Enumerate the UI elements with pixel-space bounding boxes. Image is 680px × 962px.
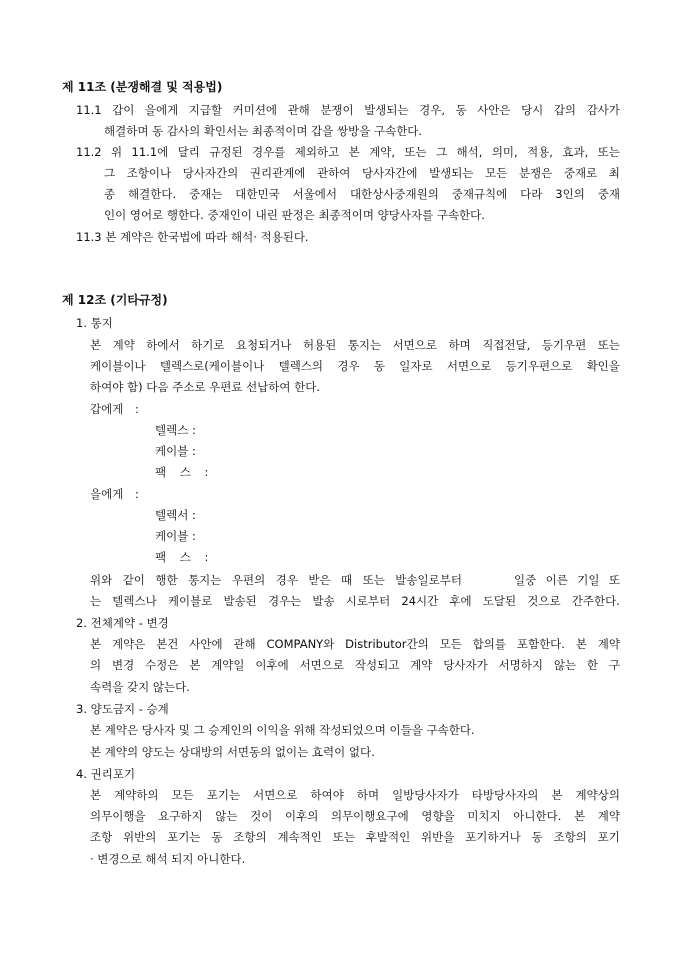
- section-2-line-2: [90, 658, 620, 672]
- word: 이른: [545, 573, 568, 587]
- word: 관해: [233, 637, 256, 651]
- party-a-label: 갑에게 :: [90, 402, 139, 416]
- word: 사안은: [477, 103, 511, 117]
- word: 이후에: [255, 658, 289, 672]
- word: 의: [90, 658, 102, 672]
- word: 텔렉스로(케이블이나: [159, 359, 265, 373]
- word: 후에: [449, 594, 472, 608]
- word: 계약,: [369, 145, 395, 159]
- word: 기일: [577, 573, 600, 587]
- word: 당사자간의: [182, 166, 239, 180]
- word: 계약일: [211, 658, 245, 672]
- word: 하여야: [310, 788, 344, 802]
- word: 등기우편으로: [505, 359, 573, 373]
- word: 권리관계에: [249, 166, 306, 180]
- section-1-line-2: [90, 359, 620, 373]
- word: 텔렉스의: [278, 359, 324, 373]
- word: 중재규칙에: [451, 187, 508, 201]
- word: 동: [531, 830, 543, 844]
- word: 그: [436, 145, 448, 159]
- word: 같이: [122, 573, 145, 587]
- word: 당사자가: [443, 658, 488, 672]
- word: 효과,: [562, 145, 589, 159]
- word: 대한상사중재원의: [349, 187, 439, 201]
- word: 요청되거나: [235, 338, 292, 352]
- word: 는: [90, 594, 102, 608]
- word: 중재: [597, 187, 620, 201]
- section-3-line-1: 본 계약은 당사자 및 그 승계인의 이익을 위해 작성되었으며 이들을 구속한다.: [90, 723, 475, 737]
- word: 하기로: [191, 338, 225, 352]
- word: 관하여: [317, 166, 351, 180]
- word: 중재로: [563, 166, 598, 180]
- word: 또는: [404, 145, 427, 159]
- clause-11-1-line-2: 해결하며 동 감사의 확인서는 최종적이며 갑을 쌍방을 구속한다.: [104, 124, 423, 138]
- section-2-title: 2. 전체계약 - 변경: [76, 616, 169, 630]
- word: 분쟁은: [518, 166, 553, 180]
- section-4-line-2: [90, 809, 620, 823]
- word: 위반을: [421, 830, 455, 844]
- word: 본: [575, 637, 587, 651]
- party-b-cable: 케이블 :: [155, 529, 196, 543]
- word: 서면으로: [446, 359, 492, 373]
- word: 하에서: [146, 338, 180, 352]
- word: 조항이나: [126, 166, 172, 180]
- article-11-heading: 제 11조 (분쟁해결 및 적용법): [62, 80, 223, 94]
- word: 본: [189, 658, 201, 672]
- word: 갑이: [112, 103, 135, 117]
- word: 동: [211, 830, 223, 844]
- word: 수정은: [145, 658, 179, 672]
- word: 것으로: [527, 594, 561, 608]
- word: 24시간: [401, 594, 439, 608]
- word: 합의를: [472, 637, 506, 651]
- party-a-cable: 케이블 :: [155, 444, 196, 458]
- word: 의무이행을: [90, 809, 146, 823]
- article-12-heading: 제 12조 (기타규정): [62, 293, 168, 307]
- word: 않는: [215, 809, 238, 823]
- word: 모든: [439, 637, 462, 651]
- word: 위와: [90, 573, 113, 587]
- section-1-line-4a: [90, 573, 462, 587]
- word: 타방당사자의: [471, 788, 539, 802]
- word: 규정된: [209, 145, 243, 159]
- clause-11-1-line-1: [76, 103, 620, 117]
- word: 조항의: [553, 830, 587, 844]
- word: 서면으로: [299, 658, 345, 672]
- word: 그: [104, 166, 116, 180]
- word: 때: [341, 573, 353, 587]
- clause-11-2-line-4: 인이 영어로 행한다. 중재인이 내린 판정은 최종적이며 양당사자를 구속한다.: [104, 208, 485, 222]
- word: 위반의: [123, 830, 157, 844]
- word: 본: [348, 145, 360, 159]
- word: 통지는: [347, 338, 382, 352]
- word: 11.2: [76, 145, 102, 159]
- word: 조항: [90, 830, 113, 844]
- word: 계약: [112, 338, 135, 352]
- word: 해석,: [456, 145, 483, 159]
- word: 서면으로: [392, 338, 438, 352]
- word: 아니한다.: [513, 809, 562, 823]
- word: 최: [608, 166, 620, 180]
- word: 계약: [597, 637, 620, 651]
- word: 구: [608, 658, 620, 672]
- word: 경우,: [419, 103, 446, 117]
- word: 종: [104, 187, 116, 201]
- word: 하며: [448, 338, 471, 352]
- word: 미치지: [467, 809, 501, 823]
- word: 서울에서: [292, 187, 338, 201]
- word: 또는: [597, 338, 620, 352]
- word: 본: [90, 637, 102, 651]
- word: 포함한다.: [516, 637, 565, 651]
- word: 계약상의: [575, 788, 620, 802]
- word: 계약: [410, 658, 433, 672]
- section-1-line-1: [90, 338, 620, 352]
- word: 을에게: [144, 103, 179, 117]
- word: 이후의: [284, 809, 319, 823]
- word: 당시: [521, 103, 544, 117]
- word: 본: [551, 788, 563, 802]
- word: 케이블이나: [90, 359, 146, 373]
- word: 경우: [275, 573, 298, 587]
- word: 계속적인: [277, 830, 322, 844]
- word: 것이: [250, 809, 273, 823]
- word: 행한: [155, 573, 178, 587]
- word: 관해: [287, 103, 310, 117]
- section-3-title: 3. 양도금지 - 승계: [76, 702, 169, 716]
- section-4-line-4: · 변경으로 해석 되지 아니한다.: [90, 852, 246, 866]
- party-a-fax: 팩 스 :: [155, 465, 209, 479]
- word: 허용된: [302, 338, 337, 352]
- word: 본: [90, 338, 102, 352]
- word: 발송된: [223, 594, 257, 608]
- word: 발송일로부터: [395, 573, 462, 587]
- word: 지급할: [188, 103, 223, 117]
- word: COMPANY와: [266, 637, 335, 651]
- word: 작성되고: [354, 658, 400, 672]
- section-4-line-1: [90, 788, 620, 802]
- word: 감사가: [586, 103, 620, 117]
- word: 위: [111, 145, 123, 159]
- word: 경우: [337, 359, 360, 373]
- word: 또는: [332, 830, 355, 844]
- word: 해결한다.: [128, 187, 177, 201]
- word: 커미션에: [232, 103, 278, 117]
- word: 또: [608, 573, 620, 587]
- word: 대한민국: [235, 187, 280, 201]
- section-3-line-2: 본 계약의 양도는 상대방의 서면동의 없이는 효력이 없다.: [90, 745, 375, 759]
- word: 의미,: [491, 145, 518, 159]
- word: 모든: [485, 166, 508, 180]
- word: 동: [455, 103, 467, 117]
- word: 시로부터: [345, 594, 391, 608]
- section-4-title: 4. 권리포기: [76, 767, 136, 781]
- word: 3인의: [555, 187, 585, 201]
- party-b-fax: 팩 스 :: [155, 550, 209, 564]
- word: 발생되는: [364, 103, 409, 117]
- clause-11-2-line-3: [104, 187, 620, 201]
- clause-11-2-line-1: [76, 145, 620, 159]
- word: 일자로: [399, 359, 433, 373]
- word: 다라: [520, 187, 543, 201]
- word: 11.1에: [131, 145, 169, 159]
- word: 한: [586, 658, 599, 672]
- word: 조항의: [233, 830, 267, 844]
- word: 일방당사자가: [392, 788, 459, 802]
- word: 달리: [177, 145, 200, 159]
- word: 포기는: [206, 788, 241, 802]
- section-1-line-5: [90, 594, 620, 608]
- word: 확인을: [586, 359, 620, 373]
- word: 하며: [356, 788, 380, 802]
- word: 당사자간에: [361, 166, 418, 180]
- word: 분쟁이: [320, 103, 354, 117]
- word: 본건: [156, 637, 179, 651]
- party-b-label: 을에게 :: [90, 487, 139, 501]
- word: 제외하고: [294, 145, 340, 159]
- word: 본: [90, 788, 102, 802]
- word: 발생되는: [429, 166, 474, 180]
- word: 경우를: [252, 145, 286, 159]
- word: 계약하의: [114, 788, 159, 802]
- word: 우편의: [231, 573, 266, 587]
- clause-11-3: 11.3 본 계약은 한국법에 따라 해석· 적용된다.: [76, 230, 309, 244]
- section-1-line-4b: [514, 573, 620, 587]
- word: 서면으로: [253, 788, 298, 802]
- word: 사안에: [189, 637, 223, 651]
- party-b-telex: 텔렉서 :: [155, 508, 196, 522]
- word: 11.1: [76, 103, 102, 117]
- word: 중재는: [189, 187, 223, 201]
- word: 변경: [111, 658, 135, 672]
- word: 서명하지: [498, 658, 543, 672]
- section-2-line-1: [90, 637, 620, 651]
- word: 등기우편: [541, 338, 587, 352]
- word: 발송: [312, 594, 335, 608]
- word: 영향을: [421, 809, 455, 823]
- word: 경우는: [267, 594, 302, 608]
- word: 일중: [514, 573, 537, 587]
- section-1-title: 1. 통지: [76, 316, 113, 330]
- party-a-telex: 텔렉스 :: [155, 423, 196, 437]
- word: 포기는: [167, 830, 201, 844]
- word: 포기하거나: [465, 830, 521, 844]
- word: 받은: [308, 573, 331, 587]
- word: 본: [574, 809, 586, 823]
- word: 않는: [553, 658, 577, 672]
- word: 의무이행요구에: [330, 809, 409, 823]
- word: 갑의: [553, 103, 577, 117]
- clause-11-2-line-2: [104, 166, 620, 180]
- word: 직접전달,: [482, 338, 531, 352]
- word: 케이블로: [167, 594, 213, 608]
- word: 적용,: [527, 145, 553, 159]
- word: 통지는: [188, 573, 222, 587]
- word: 또는: [597, 145, 620, 159]
- word: 동: [373, 359, 385, 373]
- section-2-line-3: 속력을 갖지 않는다.: [90, 680, 190, 694]
- word: 텔렉스나: [112, 594, 157, 608]
- section-4-line-3: [90, 830, 620, 844]
- word: 계약: [597, 809, 620, 823]
- word: 후발적인: [365, 830, 411, 844]
- word: 계약은: [111, 637, 146, 651]
- word: 모든: [171, 788, 194, 802]
- word: 포기: [597, 830, 620, 844]
- word: 간주한다.: [571, 594, 620, 608]
- word: Distributor간의: [345, 637, 429, 651]
- section-1-line-3: 하여야 함) 다음 주소로 우편료 선납하여 한다.: [90, 380, 321, 394]
- word: 또는: [362, 573, 385, 587]
- word: 도달된: [482, 594, 517, 608]
- word: 요구하지: [158, 809, 203, 823]
